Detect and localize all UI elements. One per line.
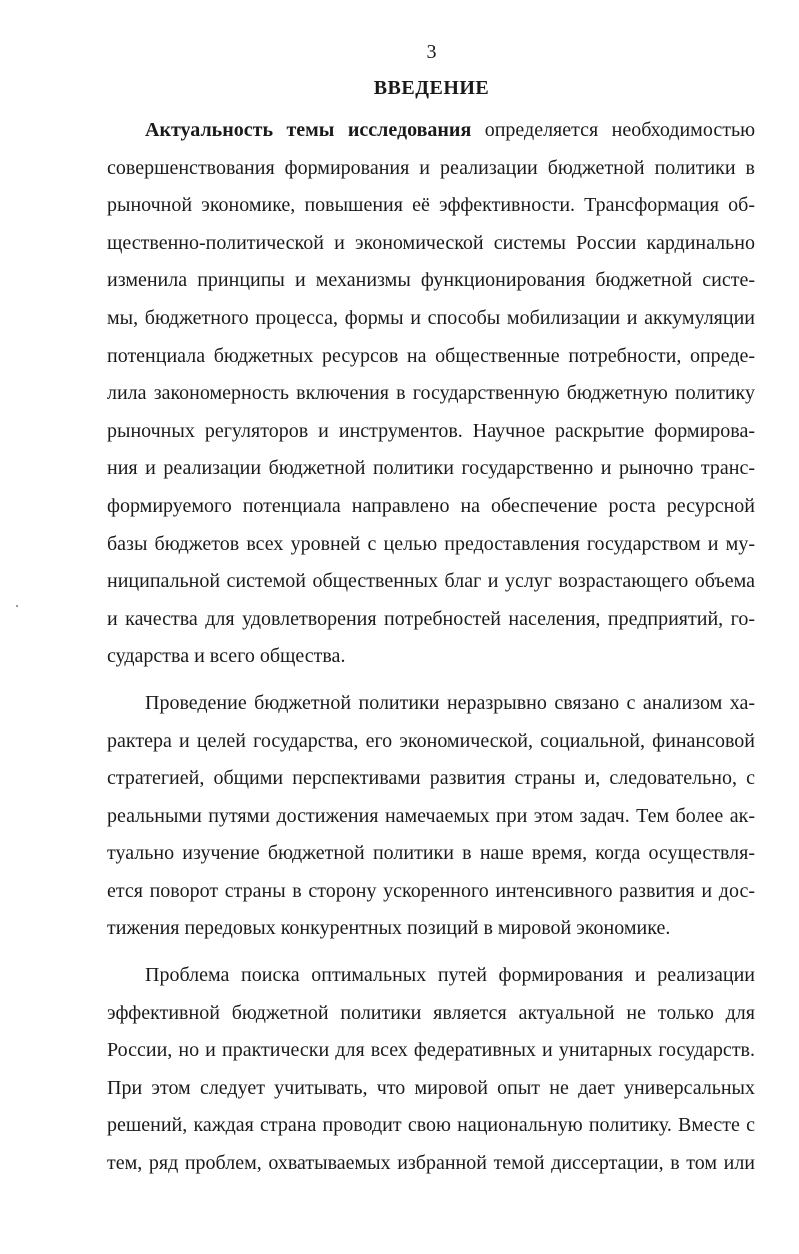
paragraph-line: мы, бюджетного процесса, формы и способы мобилизации и аккумуляции: [107, 306, 755, 329]
paragraph-line: ния и реализации бюджетной политики государственно и рыночно транс-: [107, 457, 755, 480]
paragraph-line: ется поворот страны в сторону ускоренного интенсивного развития и дос-: [107, 879, 755, 902]
paragraph-spacer: [107, 676, 755, 685]
lead-phrase: Актуальность темы исследования: [145, 119, 472, 141]
scan-artifact-dot: [16, 605, 18, 607]
paragraph-line: потенциала бюджетных ресурсов на общественные потребности, опреде-: [107, 344, 755, 367]
paragraph-line: реальными путями достижения намечаемых при этом задач. Тем более ак-: [107, 804, 755, 827]
paragraph-line: ниципальной системой общественных благ и услуг возрастающего объема: [107, 570, 755, 593]
paragraph-line: туально изучение бюджетной политики в наше время, когда осуществля-: [107, 842, 755, 865]
paragraph-line: изменила принципы и механизмы функционирования бюджетной систе-: [107, 269, 755, 292]
paragraph-line: рактера и целей государства, его экономической, социальной, финансовой: [107, 729, 755, 752]
paragraph-line: При этом следует учитывать, что мировой опыт не дает универсальных: [107, 1076, 755, 1099]
page-number: 3: [426, 41, 437, 63]
paragraph-line: базы бюджетов всех уровней с целью предоставления государством и му-: [107, 532, 755, 555]
paragraph-line: стратегией, общими перспективами развития страны и, следовательно, с: [107, 767, 755, 790]
paragraph-line: формируемого потенциала направлено на обеспечение роста ресурсной: [107, 494, 755, 517]
paragraph-1: [107, 112, 755, 676]
paragraph-line: тем, ряд проблем, охватываемых избранной темой диссертации, в том или: [107, 1152, 755, 1175]
paragraph-line: и качества для удовлетворения потребностей населения, предприятий, го-: [107, 607, 755, 630]
paragraph-line: щественно-политической и экономической системы России кардинально: [107, 231, 755, 254]
paragraph-line: эффективной бюджетной политики является актуальной не только для: [107, 1001, 755, 1024]
paragraph-line: России, но и практически для всех федеративных и унитарных государств.: [107, 1039, 755, 1062]
section-heading: ВВЕДЕНИЕ: [373, 77, 490, 99]
paragraph-line: решений, каждая страна проводит свою национальную политику. Вместе с: [107, 1114, 755, 1137]
paragraph-line: рыночных регуляторов и инструментов. Научное раскрытие формирова-: [107, 419, 755, 442]
paragraph-line: тижения передовых конкурентных позиций в мировой экономике.: [107, 917, 671, 940]
paragraph-line: Актуальность темы исследования определяется необходимостью: [145, 119, 756, 141]
paragraph-line: сударства и всего общества.: [107, 645, 346, 668]
paragraph-spacer: [107, 948, 755, 957]
paragraph-line: Проведение бюджетной политики неразрывно связано с анализом ха-: [145, 691, 755, 714]
paragraph-line: рыночной экономике, повышения её эффективности. Трансформация об-: [107, 194, 755, 217]
paragraph-line: лила закономерность включения в государственную бюджетную политику: [107, 382, 755, 405]
paragraph-line: Проблема поиска оптимальных путей формирования и реализации: [145, 964, 755, 987]
paragraph-2: [107, 685, 755, 948]
paragraph-3: [107, 957, 755, 1183]
body-text: [107, 112, 755, 1183]
paragraph-line: совершенствования формирования и реализации бюджетной политики в: [107, 156, 755, 179]
